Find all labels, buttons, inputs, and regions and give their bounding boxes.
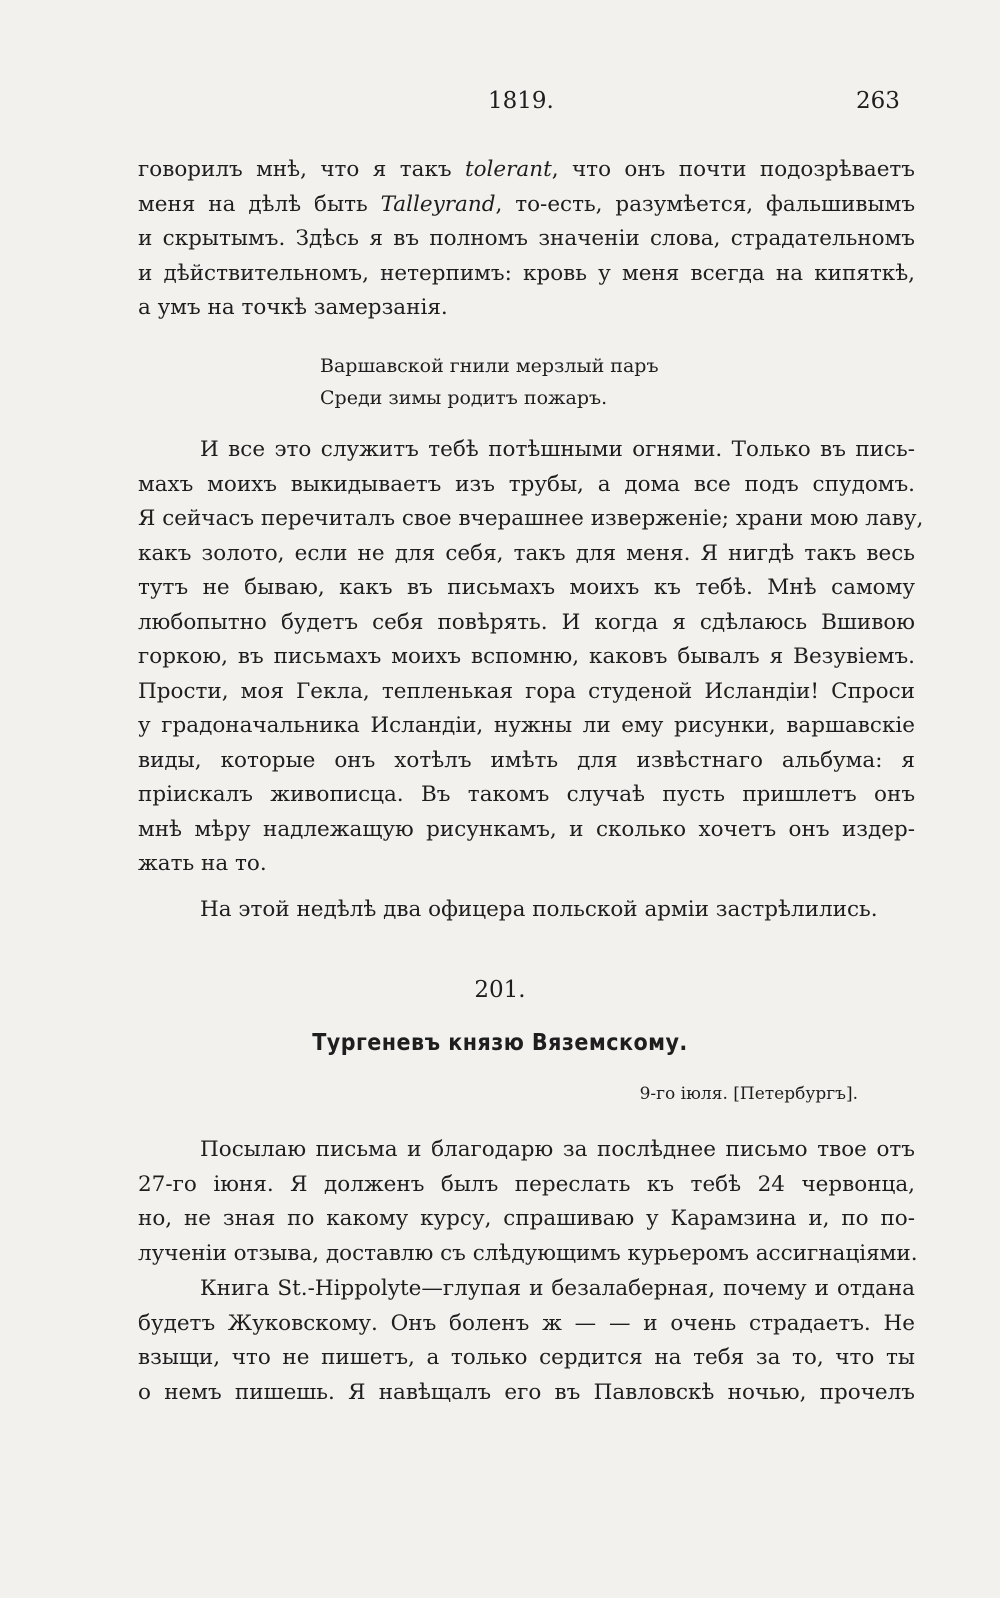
text-line: 27-го іюня. Я долженъ былъ переслать къ тебѣ 24 червонца, [138,1171,915,1197]
text-line: И все это служитъ тебѣ потѣшными огнями. Только въ пись- [200,437,915,462]
text-line: какъ золото, если не для себя, такъ для меня. Я нигдѣ такъ весь [138,540,915,566]
text-line: горкою, въ письмахъ моихъ вспомню, каковъ бывалъ я Везувіемъ. [138,644,915,669]
text-line: мнѣ мѣру надлежащую рисункамъ, и сколько хочетъ онъ издер- [138,816,915,842]
text-line: будетъ Жуковскому. Онъ боленъ ж — — и очень страдаетъ. Не [138,1310,915,1336]
letter-number: 201. [474,977,526,1003]
running-head-year: 1819. [488,88,554,114]
text-line: любопытно будетъ себя повѣрять. И когда я сдѣлаюсь Вшивою [138,609,915,635]
text-line: Прости, моя Гекла, тепленькая гора студеной Исландіи! Спроси [138,678,915,704]
verse-line: Варшавской гнили мерзлый паръ [320,355,659,377]
text-line: и скрытымъ. Здѣсь я въ полномъ значеніи слова, страдательномъ [138,226,915,251]
page-number: 263 [856,88,900,114]
text-line: Книга St.-Hippolyte—глупая и безалаберная, почему и отдана [200,1276,915,1301]
text-line: махъ моихъ выкидываетъ изъ трубы, а дома все подъ спудомъ. [138,471,915,497]
text-line: лученіи отзыва, доставлю съ слѣдующимъ курьеромъ ассигнаціями. [138,1240,918,1266]
text-line: говорилъ мнѣ, что я такъ tolerant, что онъ почти подозрѣваетъ [138,157,915,182]
text-line: жать на то. [138,851,267,876]
text-line: о немъ пишешь. Я навѣщалъ его въ Павловскѣ ночью, прочелъ [138,1379,915,1405]
verse-line: Среди зимы родитъ пожаръ. [320,387,608,409]
letter-dateline: 9-го іюля. [Петербургъ]. [639,1084,858,1104]
text-line: но, не зная по какому курсу, спрашиваю у Карамзина и, по по- [138,1206,915,1231]
text-line: взыщи, что не пишетъ, а только сердится на тебя за то, что ты [138,1345,915,1370]
verse [320,350,659,414]
text-line: меня на дѣлѣ быть Talleyrand, то-есть, разумѣется, фальшивымъ [138,191,915,217]
paragraph-2 [138,433,924,882]
paragraph-1 [138,153,915,326]
paragraph-3 [138,893,915,928]
text-line: виды, которые онъ хотѣлъ имѣть для извѣстнаго альбума: я [138,747,915,773]
running-head [0,88,1000,128]
paragraph-5 [138,1272,915,1410]
text-line: тутъ не бываю, какъ въ письмахъ моихъ къ тебѣ. Мнѣ самому [138,575,915,600]
text-line: а умъ на точкѣ замерзанія. [138,295,448,320]
letter-title: Тургеневъ князю Вяземскому. [312,1030,688,1056]
text-line: и дѣйствительномъ, нетерпимъ: кровь у меня всегда на кипяткѣ, [138,260,915,286]
text-line: На этой недѣлѣ два офицера польской арміи застрѣлились. [200,897,878,922]
text-line: Я сейчасъ перечиталъ свое вчерашнее изверженіе; храни мою лаву, [138,506,924,531]
text-line: пріискалъ живописца. Въ такомъ случаѣ пусть пришлетъ онъ [138,782,915,807]
text-line: у градоначальника Исландіи, нужны ли ему рисунки, варшавскіе [138,713,915,738]
text-line: Посылаю письма и благодарю за послѣднее письмо твое отъ [200,1137,915,1162]
paragraph-4 [138,1133,918,1271]
